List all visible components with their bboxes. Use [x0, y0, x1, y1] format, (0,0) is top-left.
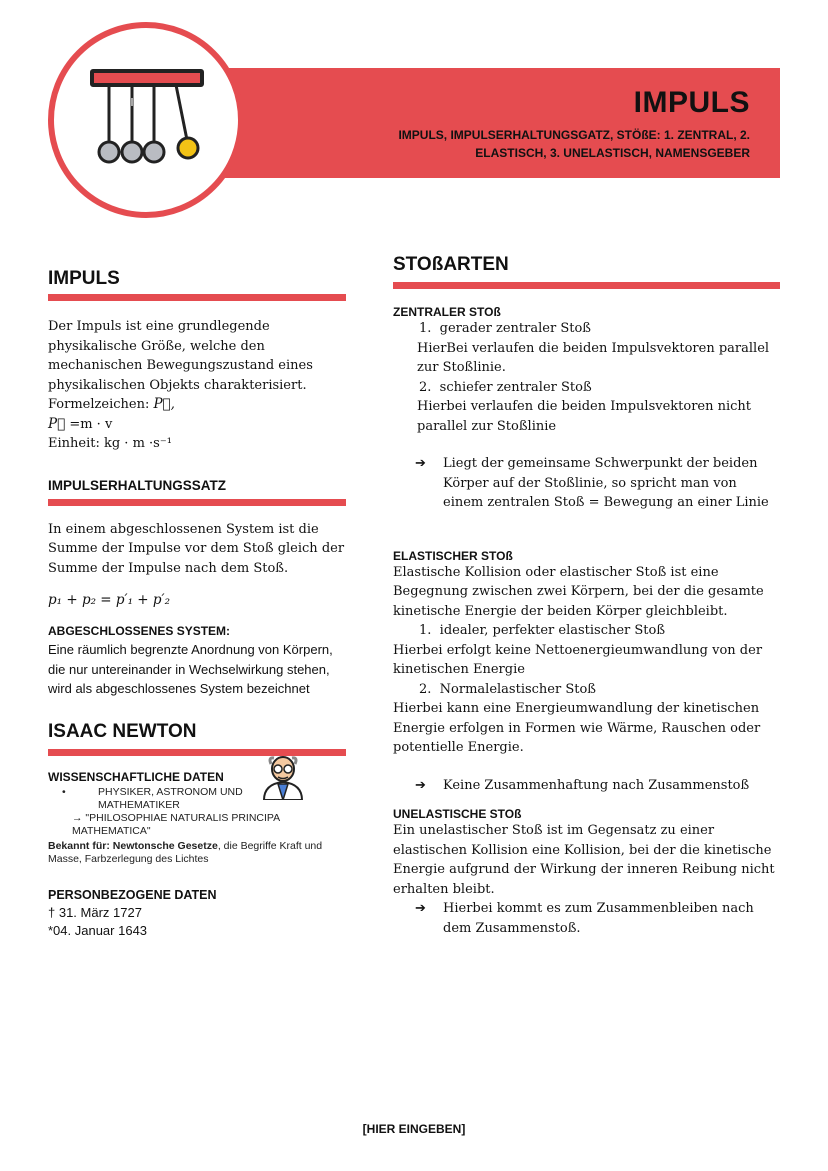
formula-rhs: =m · v [69, 416, 113, 432]
principia-line: → "PHILOSOPHIAE NATURALIS PRINCIPA MATHEMATICA" [72, 811, 280, 837]
known-bold: Newtonsche Gesetze [112, 839, 218, 852]
erhaltung-text: In einem abgeschlossenen System ist die Summe der Impulse vor dem Stoß gleich der Summe der Impulse nach dem Stoß. [48, 521, 345, 576]
section-divider [48, 499, 346, 506]
formula-equation [48, 415, 346, 435]
erhaltung-heading: IMPULSERHALTUNGSSATZ [48, 477, 226, 493]
arrow-item [393, 454, 780, 513]
list-number: 2. [419, 379, 440, 395]
unelastisch-text: Ein unelastischer Stoß ist im Gegensatz zu einer elastischen Kollision eine Kollision, bei der die kinetische Energie aufgrund der Wirkung der inneren Reibung nicht erhalten bleibt. [393, 823, 775, 897]
section-divider [393, 282, 780, 289]
left-column [48, 268, 346, 940]
elastisch-text-2: Hierbei kann eine Energieumwandlung der kinetischen Energie erfolgen in Formen wie Wärme, Rauschen oder potentielle Energie. [393, 701, 761, 755]
abgeschlossen-text: Eine räumlich begrenzte Anordnung von Körpern, die nur untereinander in Wechselwirkung stehen, wird als abgeschlossenes System bezeichnet [48, 642, 333, 696]
list-item-text: gerader zentraler Stoß [439, 321, 591, 336]
section-divider [48, 294, 346, 301]
newton-heading: ISAAC NEWTON [48, 720, 197, 742]
impuls-heading: IMPULS [48, 268, 120, 289]
formula-label: Formelzeichen: [48, 397, 150, 412]
list-item [393, 680, 780, 700]
logo-circle [48, 22, 244, 218]
footer-placeholder[interactable]: [HIER EINGEBEN] [362, 1122, 466, 1136]
erhaltung-equation: p₁ + p₂ = p′₁ + p′₂ [48, 592, 171, 608]
right-column [393, 254, 780, 938]
known-for-line: Bekannt für: Newtonsche Gesetze, die Begriffe Kraft und Masse, Farbzerlegung des Lichtes [48, 839, 323, 865]
list-item [393, 319, 780, 339]
newton-data-block [48, 770, 346, 866]
page-subtitle: IMPULS, IMPULSERHALTUNGSGATZ, STÖßE: 1. ZENTRAL, 2. ELASTISCH, 3. UNELASTISCH, NAMENSGEBER [398, 128, 750, 160]
list-item-text: schiefer zentraler Stoß [439, 379, 592, 395]
list-item-text: Normalelastischer Stoß [439, 681, 596, 697]
unit-line: Einheit: kg · m ·s⁻¹ [48, 436, 172, 451]
scientist-icon [258, 754, 308, 800]
stossarten-heading: STOßARTEN [393, 254, 509, 275]
header-banner [150, 68, 780, 178]
arrow-text: Keine Zusammenhaftung nach Zusammenstoß [443, 777, 750, 793]
list-number: 1. [419, 321, 440, 336]
elastisch-heading: ELASTISCHER STOß [393, 548, 513, 563]
list-item [393, 621, 780, 641]
birth-date: *04. Januar 1643 [48, 922, 148, 938]
arrow-text: Hierbei kommt es zum Zusammenbleiben nach dem Zusammenstoß. [443, 901, 754, 936]
list-item-text: idealer, perfekter elastischer Stoß [439, 623, 666, 638]
death-date: † 31. März 1727 [48, 904, 142, 920]
zentral-text-2: Hierbei verlaufen die beiden Impulsvektoren nicht parallel zur Stoßlinie [417, 399, 752, 434]
arrow-icon: ➔ [415, 456, 426, 471]
arrow-icon: ➔ [415, 901, 426, 916]
newtons-cradle-icon [54, 28, 238, 212]
arrow-item [393, 776, 780, 796]
arrow-item [393, 899, 780, 938]
arrow-icon: ➔ [415, 777, 426, 793]
formula-line [48, 395, 346, 415]
arrow-text: Liegt der gemeinsame Schwerpunkt der beiden Körper auf der Stoßlinie, so spricht man von einem zentralen Stoß = Bewegung an einer Linie [443, 456, 769, 510]
formula-lhs: P⃗ [48, 415, 66, 432]
unelastisch-heading: UNELASTISCHE STOß [393, 807, 522, 821]
elastisch-text: Elastische Kollision oder elastischer Stoß ist eine Begegnung zwischen zwei Körpern, bei der die gesamte kinetische Energie der beiden Körper gleichbleibt. [393, 564, 764, 619]
known-rest: , die Begriffe Kraft und Masse, Farbzerlegung des Lichtes [48, 839, 323, 865]
elastisch-text-1: Hierbei erfolgt keine Nettoenergieumwandlung von der kinetischen Energie [393, 642, 763, 677]
known-label: Bekannt für [48, 839, 107, 852]
zentral-text-1: HierBei verlaufen die beiden Impulsvektoren parallel zur Stoßlinie. [417, 340, 770, 375]
formula-symbol: P⃗, [153, 396, 175, 412]
abgeschlossen-heading: ABGESCHLOSSENES SYSTEM: [48, 624, 231, 638]
list-number: 1. [419, 623, 440, 638]
impuls-text: Der Impuls ist eine grundlegende physikalische Größe, welche den mechanischen Bewegungszustand eines physikalischen Objekts charakterisiert. [48, 319, 313, 393]
person-heading: PERSONBEZOGENE DATEN [48, 887, 217, 902]
page-title: IMPULS [633, 86, 750, 119]
zentral-heading: ZENTRALER STOß [393, 305, 501, 319]
bullet-icon: • [62, 785, 66, 798]
list-number: 2. [419, 681, 440, 697]
bullet-text: PHYSIKER, ASTRONOM UND MATHEMATIKER [98, 785, 243, 811]
list-item [393, 378, 780, 398]
wissenschaft-heading: WISSENSCHAFTLICHE DATEN [48, 769, 224, 784]
